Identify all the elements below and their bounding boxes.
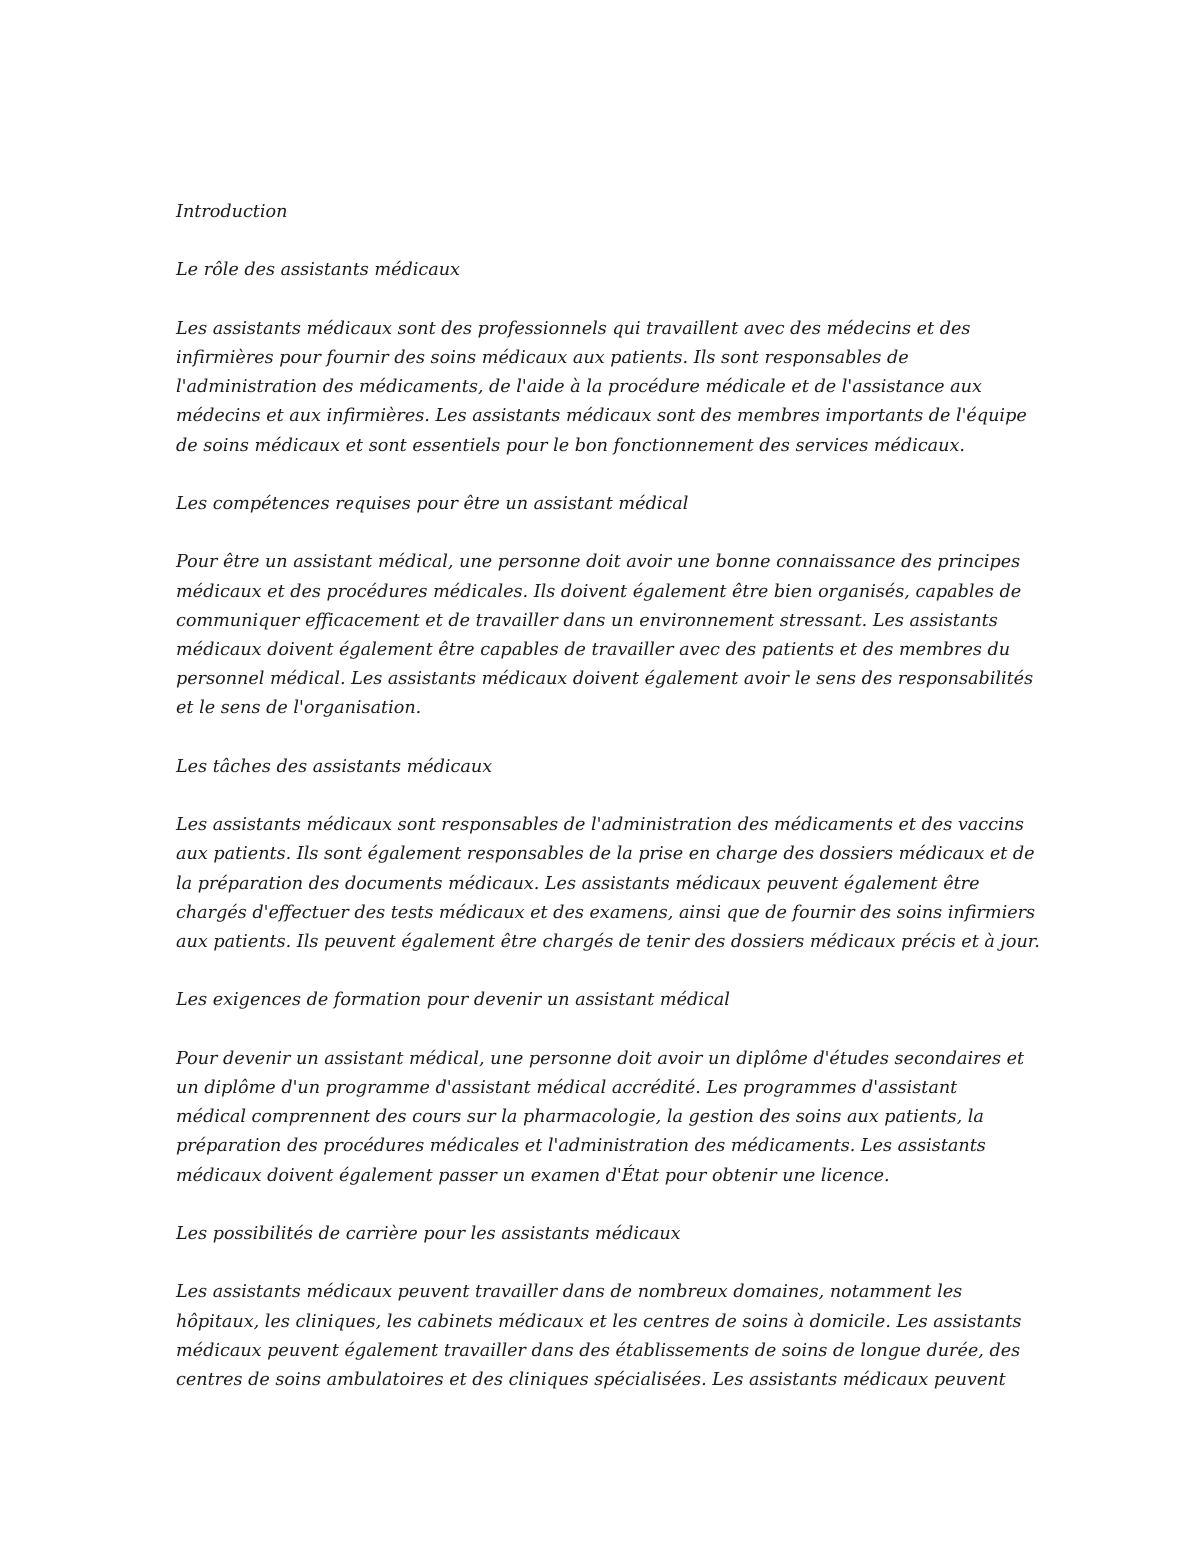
paragraph-line: et le sens de l'organisation. xyxy=(176,698,422,719)
paragraph-line: personnel médical. Les assistants médicaux doivent également avoir le sens des responsabilités xyxy=(176,669,1034,690)
paragraph-line: médicaux doivent également être capables de travailler avec des patients et des membres du xyxy=(176,639,1011,660)
paragraph-line: Les assistants médicaux sont responsables de l'administration des médicaments et des vaccins xyxy=(176,815,1024,836)
paragraph-line: médical comprennent des cours sur la pharmacologie, la gestion des soins aux patients, la xyxy=(176,1107,984,1128)
paragraph-line: médecins et aux infirmières. Les assistants médicaux sont des membres importants de l'équipe xyxy=(176,406,1027,427)
section-heading-role: Le rôle des assistants médicaux xyxy=(176,260,460,281)
paragraph-line: médicaux doivent également passer un examen d'État pour obtenir une licence. xyxy=(176,1165,890,1186)
paragraph-line: un diplôme d'un programme d'assistant médical accrédité. Les programmes d'assistant xyxy=(176,1077,958,1098)
paragraph-line: Les assistants médicaux peuvent travailler dans de nombreux domaines, notamment les xyxy=(176,1282,963,1303)
section-paragraph-careers xyxy=(176,1278,1036,1395)
paragraph-line: hôpitaux, les cliniques, les cabinets médicaux et les centres de soins à domicile. Les assistants xyxy=(176,1311,1022,1332)
section-heading-training: Les exigences de formation pour devenir un assistant médical xyxy=(176,990,730,1011)
paragraph-line: aux patients. Ils sont également responsables de la prise en charge des dossiers médicaux et de xyxy=(176,844,1035,865)
paragraph-line: centres de soins ambulatoires et des cliniques spécialisées. Les assistants médicaux peuvent xyxy=(176,1369,1006,1390)
section-paragraph-training xyxy=(176,1045,1036,1191)
paragraph-line: Pour être un assistant médical, une personne doit avoir une bonne connaissance des principes xyxy=(176,552,1021,573)
section-heading-skills: Les compétences requises pour être un assistant médical xyxy=(176,493,689,514)
paragraph-line: l'administration des médicaments, de l'aide à la procédure médicale et de l'assistance aux xyxy=(176,377,982,398)
paragraph-line: la préparation des documents médicaux. Les assistants médicaux peuvent également être xyxy=(176,873,980,894)
paragraph-line: médicaux peuvent également travailler dans des établissements de soins de longue durée, des xyxy=(176,1340,1021,1361)
section-paragraph-skills xyxy=(176,548,1036,723)
paragraph-line: Pour devenir un assistant médical, une personne doit avoir un diplôme d'études secondaires et xyxy=(176,1048,1025,1069)
paragraph-line: Les assistants médicaux sont des professionnels qui travaillent avec des médecins et des xyxy=(176,318,971,339)
paragraph-line: préparation des procédures médicales et l'administration des médicaments. Les assistants xyxy=(176,1136,986,1157)
section-heading-tasks: Les tâches des assistants médicaux xyxy=(176,756,493,777)
section-paragraph-tasks xyxy=(176,811,1040,957)
paragraph-line: aux patients. Ils peuvent également être chargés de tenir des dossiers médicaux précis et à jour. xyxy=(176,931,1040,952)
paragraph-line: infirmières pour fournir des soins médicaux aux patients. Ils sont responsables de xyxy=(176,347,909,368)
paragraph-line: médicaux et des procédures médicales. Ils doivent également être bien organisés, capables de xyxy=(176,581,1022,602)
intro-heading: Introduction xyxy=(176,202,288,222)
paragraph-line: chargés d'effectuer des tests médicaux et des examens, ainsi que de fournir des soins infirmiers xyxy=(176,902,1036,923)
paragraph-line: communiquer efficacement et de travailler dans un environnement stressant. Les assistants xyxy=(176,610,998,631)
section-paragraph-role xyxy=(176,315,1036,461)
section-heading-careers: Les possibilités de carrière pour les assistants médicaux xyxy=(176,1223,681,1244)
document-body xyxy=(176,198,1040,1424)
paragraph-line: de soins médicaux et sont essentiels pour le bon fonctionnement des services médicaux. xyxy=(176,435,966,456)
